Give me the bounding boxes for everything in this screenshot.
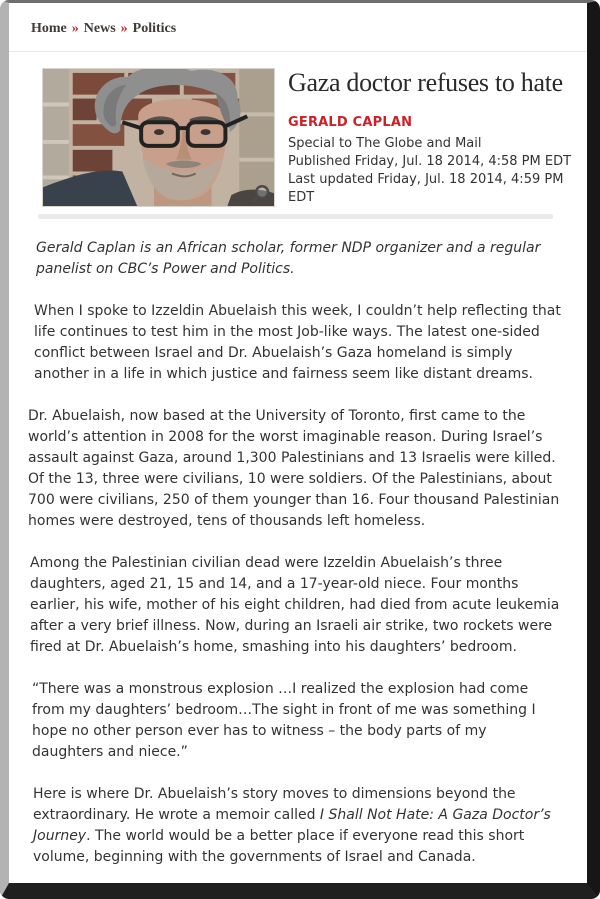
article-header (42, 68, 587, 207)
article-paragraph: When I spoke to Izzeldin Abuelaish this week, I couldn’t help reflecting that life continues to test him in the most Job-like ways. The latest one-sided conflict between Israel and Dr. Abuelaish’s Gaza homeland is simply another in a life in which justice and fairness seem like distant dreams. (34, 303, 561, 382)
content-divider-bar (38, 214, 553, 219)
breadcrumb (9, 3, 587, 37)
article-lede: Gerald Caplan is an African scholar, former NDP organizer and a regular panelist on CBC’s Power and Politics. (36, 240, 541, 277)
article-paragraph: Dr. Abuelaish, now based at the University of Toronto, first came to the world’s attention in 2008 for the worst imaginable reason. During Israel’s assault against Gaza, around 1,300 Palestinians and 13 Israelis were killed. Of the 13, three were civilians, 10 were soldiers. Of the Palestinians, about 700 were civilians, 250 of them younger than 16. Four thousand Palestinian homes were destroyed, tens of thousands left homeless. (28, 408, 560, 529)
article-title: Gaza doctor refuses to hate (288, 68, 563, 97)
published-line: Published Friday, Jul. 18 2014, 4:58 PM EDT (288, 153, 572, 169)
article-paragraph (28, 784, 561, 868)
source-line: Special to The Globe and Mail (288, 135, 482, 151)
paragraph-text: Here is where Dr. Abuelaish’s story moves to dimensions beyond the extraordinary. He wrote a memoir called (33, 786, 516, 823)
paragraph-text: . The world would be a better place if everyone read this short volume, beginning with the governments of Israel and Canada. (33, 828, 525, 865)
article-image[interactable] (42, 68, 275, 207)
author-byline[interactable]: GERALD CAPLAN (288, 114, 413, 130)
breadcrumb-link-news[interactable]: News (83, 21, 116, 36)
article-quote-paragraph: “There was a monstrous explosion …I realized the explosion had come from my daughters’ bedroom…The sight in front of me was something I hope no other person ever has to witness – the body parts of my daughters and niece.” (32, 681, 536, 760)
article-body (28, 238, 561, 868)
breadcrumb-link-politics[interactable]: Politics (132, 21, 177, 36)
updated-line: Last updated Friday, Jul. 18 2014, 4:59 PM EDT (288, 171, 564, 205)
header-divider (9, 51, 587, 52)
article-header-text (288, 68, 587, 207)
book-title: I Shall Not Hate: A Gaza Doctor’s Journey (33, 807, 551, 844)
article-meta (288, 135, 587, 207)
portrait-photo-illustration (43, 69, 274, 206)
breadcrumb-separator: » (71, 21, 79, 36)
breadcrumb-separator: » (120, 21, 128, 36)
breadcrumb-link-home[interactable]: Home (31, 21, 67, 36)
article-paragraph: Among the Palestinian civilian dead were Izzeldin Abuelaish’s three daughters, aged 21, 15 and 14, and a 17-year-old niece. Four months earlier, his wife, mother of his eight children, had died from acute leukemia after a very brief illness. Now, during an Israeli air strike, two rockets were fired at Dr. Abuelaish’s home, smashing into his daughters’ bedroom. (30, 555, 560, 655)
